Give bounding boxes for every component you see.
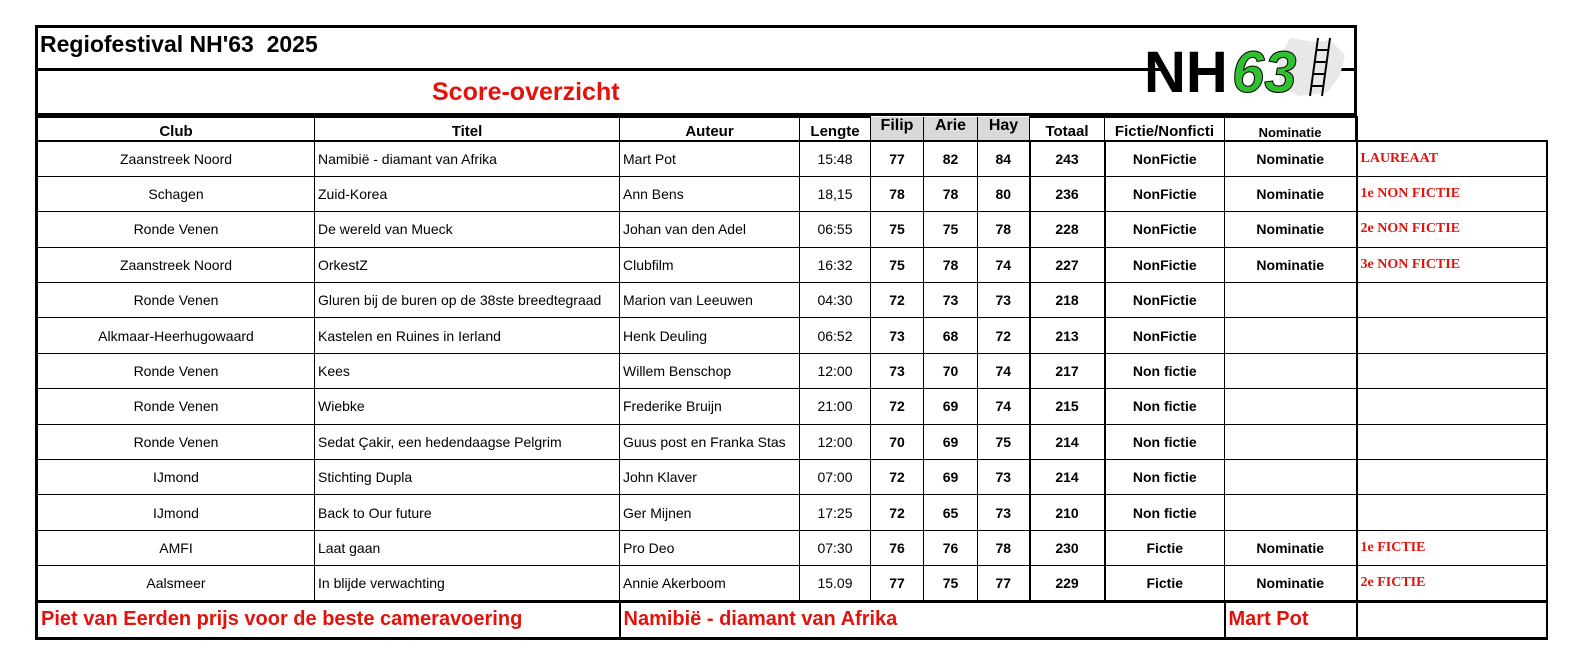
row-award: LAUREAAT [1357,141,1547,176]
row-score-arie: 69 [924,460,978,495]
row-club: Ronde Venen [37,389,315,424]
row-titel: Kastelen en Ruines in Ierland [315,318,620,353]
row-fictie: NonFictie [1105,141,1225,176]
row-fictie: Fictie [1105,530,1225,565]
row-auteur: Ger Mijnen [620,495,800,530]
row-titel: Namibië - diamant van Afrika [315,141,620,176]
row-club: Alkmaar-Heerhugowaard [37,318,315,353]
row-nominatie [1225,318,1357,353]
table-row [37,141,1547,176]
table-row [37,424,1547,459]
row-award [1357,424,1547,459]
row-score-arie: 76 [924,530,978,565]
col-nominatie-header: Nominatie [1225,117,1357,141]
row-award [1357,318,1547,353]
logo-nh: NH [1144,40,1228,102]
col-award-header [1357,117,1547,141]
row-score-hay: 73 [978,460,1030,495]
row-totaal: 214 [1030,424,1105,459]
row-award [1357,283,1547,318]
row-score-hay: 72 [978,318,1030,353]
row-totaal: 236 [1030,176,1105,211]
row-score-arie: 68 [924,318,978,353]
row-score-filip: 77 [871,566,924,601]
row-score-filip: 75 [871,247,924,282]
row-score-arie: 78 [924,247,978,282]
row-score-filip: 75 [871,212,924,247]
row-lengte: 12:00 [800,353,871,388]
row-score-arie: 75 [924,566,978,601]
table-row [37,247,1547,282]
table-row [37,318,1547,353]
row-club: Ronde Venen [37,283,315,318]
row-score-arie: 78 [924,176,978,211]
row-fictie: NonFictie [1105,283,1225,318]
row-lengte: 12:00 [800,424,871,459]
row-score-filip: 72 [871,283,924,318]
row-score-arie: 70 [924,353,978,388]
row-fictie: Fictie [1105,566,1225,601]
row-score-arie: 82 [924,141,978,176]
row-auteur: Annie Akerboom [620,566,800,601]
row-auteur: Ann Bens [620,176,800,211]
row-score-filip: 78 [871,176,924,211]
row-award [1357,460,1547,495]
row-totaal: 215 [1030,389,1105,424]
row-score-hay: 74 [978,389,1030,424]
col-judge-filip-header: Filip [871,117,924,141]
row-lengte: 15.09 [800,566,871,601]
row-award: 3e NON FICTIE [1357,247,1547,282]
row-club: AMFI [37,530,315,565]
row-titel: De wereld van Mueck [315,212,620,247]
row-lengte: 07:00 [800,460,871,495]
logo-63: 63 [1232,40,1297,102]
row-totaal: 213 [1030,318,1105,353]
table-row [37,530,1547,565]
row-club: IJmond [37,495,315,530]
row-totaal: 227 [1030,247,1105,282]
col-lengte-header: Lengte [800,117,871,141]
row-score-hay: 73 [978,283,1030,318]
row-club: Schagen [37,176,315,211]
row-lengte: 06:52 [800,318,871,353]
row-score-hay: 75 [978,424,1030,459]
row-score-hay: 84 [978,141,1030,176]
row-fictie: NonFictie [1105,247,1225,282]
row-award: 1e FICTIE [1357,530,1547,565]
table-row [37,353,1547,388]
table-body [37,141,1547,601]
row-score-hay: 73 [978,495,1030,530]
row-lengte: 04:30 [800,283,871,318]
row-nominatie: Nominatie [1225,176,1357,211]
row-score-hay: 77 [978,566,1030,601]
footer-empty [1357,601,1547,638]
row-lengte: 17:25 [800,495,871,530]
row-nominatie [1225,389,1357,424]
row-score-filip: 76 [871,530,924,565]
row-score-arie: 73 [924,283,978,318]
row-auteur: Willem Benschop [620,353,800,388]
row-lengte: 18,15 [800,176,871,211]
row-fictie: Non fictie [1105,460,1225,495]
row-score-hay: 74 [978,353,1030,388]
footer-prize: Piet van Eerden prijs voor de beste cameravoering [37,601,620,638]
row-club: Ronde Venen [37,424,315,459]
row-club: Zaanstreek Noord [37,247,315,282]
row-fictie: Non fictie [1105,353,1225,388]
col-auteur-header: Auteur [620,117,800,141]
row-nominatie [1225,424,1357,459]
col-titel-header: Titel [315,117,620,141]
row-award: 2e NON FICTIE [1357,212,1547,247]
table-row [37,212,1547,247]
row-fictie: NonFictie [1105,176,1225,211]
row-club: Aalsmeer [37,566,315,601]
row-club: Zaanstreek Noord [37,141,315,176]
table-row [37,176,1547,211]
col-totaal-header: Totaal [1030,117,1105,141]
row-titel: In blijde verwachting [315,566,620,601]
row-score-arie: 65 [924,495,978,530]
table-row [37,460,1547,495]
row-nominatie: Nominatie [1225,212,1357,247]
row-award: 1e NON FICTIE [1357,176,1547,211]
header-divider [35,68,1165,71]
table-row [37,495,1547,530]
row-totaal: 229 [1030,566,1105,601]
footer-film: Namibië - diamant van Afrika [620,601,1225,638]
row-titel: Stichting Dupla [315,460,620,495]
row-score-arie: 69 [924,389,978,424]
row-score-filip: 70 [871,424,924,459]
row-score-filip: 72 [871,389,924,424]
row-lengte: 16:32 [800,247,871,282]
row-totaal: 228 [1030,212,1105,247]
row-titel: Laat gaan [315,530,620,565]
row-score-filip: 72 [871,495,924,530]
row-score-filip: 73 [871,318,924,353]
row-club: Ronde Venen [37,353,315,388]
row-nominatie: Nominatie [1225,141,1357,176]
table-row [37,566,1547,601]
row-lengte: 06:55 [800,212,871,247]
footer-row [37,601,1547,638]
row-auteur: Guus post en Franka Stas [620,424,800,459]
row-score-arie: 75 [924,212,978,247]
row-nominatie: Nominatie [1225,247,1357,282]
row-totaal: 210 [1030,495,1105,530]
col-fictie-header: Fictie/Nonficti [1105,117,1225,141]
row-totaal: 214 [1030,460,1105,495]
row-titel: Wiebke [315,389,620,424]
row-auteur: Pro Deo [620,530,800,565]
row-lengte: 07:30 [800,530,871,565]
row-totaal: 243 [1030,141,1105,176]
row-titel: OrkestZ [315,247,620,282]
score-table [35,116,1548,640]
page-title: Regiofestival NH'63 2025 [40,31,318,57]
row-score-filip: 77 [871,141,924,176]
row-auteur: Mart Pot [620,141,800,176]
row-auteur: Henk Deuling [620,318,800,353]
row-totaal: 218 [1030,283,1105,318]
row-fictie: NonFictie [1105,212,1225,247]
row-award: 2e FICTIE [1357,566,1547,601]
row-club: IJmond [37,460,315,495]
row-auteur: Johan van den Adel [620,212,800,247]
row-lengte: 21:00 [800,389,871,424]
row-auteur: Marion van Leeuwen [620,283,800,318]
page-subtitle: Score-overzicht [432,78,620,106]
row-nominatie: Nominatie [1225,530,1357,565]
table-row [37,283,1547,318]
row-score-hay: 74 [978,247,1030,282]
footer-author: Mart Pot [1225,601,1357,638]
row-titel: Kees [315,353,620,388]
row-totaal: 230 [1030,530,1105,565]
table-header-row [37,117,1547,141]
row-nominatie [1225,283,1357,318]
row-auteur: John Klaver [620,460,800,495]
row-score-filip: 73 [871,353,924,388]
col-club-header: Club [37,117,315,141]
row-score-hay: 80 [978,176,1030,211]
row-totaal: 217 [1030,353,1105,388]
row-nominatie [1225,495,1357,530]
row-fictie: Non fictie [1105,389,1225,424]
row-fictie: Non fictie [1105,424,1225,459]
row-nominatie: Nominatie [1225,566,1357,601]
nh63-logo [1140,30,1350,102]
row-award [1357,389,1547,424]
row-titel: Zuid-Korea [315,176,620,211]
row-score-filip: 72 [871,460,924,495]
col-judge-hay-header: Hay [978,117,1030,141]
col-judge-arie-header: Arie [924,117,978,141]
table-row [37,389,1547,424]
row-fictie: NonFictie [1105,318,1225,353]
row-titel: Gluren bij de buren op de 38ste breedtegraad [315,283,620,318]
row-nominatie [1225,353,1357,388]
row-auteur: Frederike Bruijn [620,389,800,424]
row-club: Ronde Venen [37,212,315,247]
row-titel: Sedat Çakir, een hedendaagse Pelgrim [315,424,620,459]
row-nominatie [1225,460,1357,495]
row-score-hay: 78 [978,530,1030,565]
row-score-arie: 69 [924,424,978,459]
row-award [1357,353,1547,388]
row-award [1357,495,1547,530]
row-score-hay: 78 [978,212,1030,247]
row-titel: Back to Our future [315,495,620,530]
row-fictie: Non fictie [1105,495,1225,530]
row-auteur: Clubfilm [620,247,800,282]
row-lengte: 15:48 [800,141,871,176]
